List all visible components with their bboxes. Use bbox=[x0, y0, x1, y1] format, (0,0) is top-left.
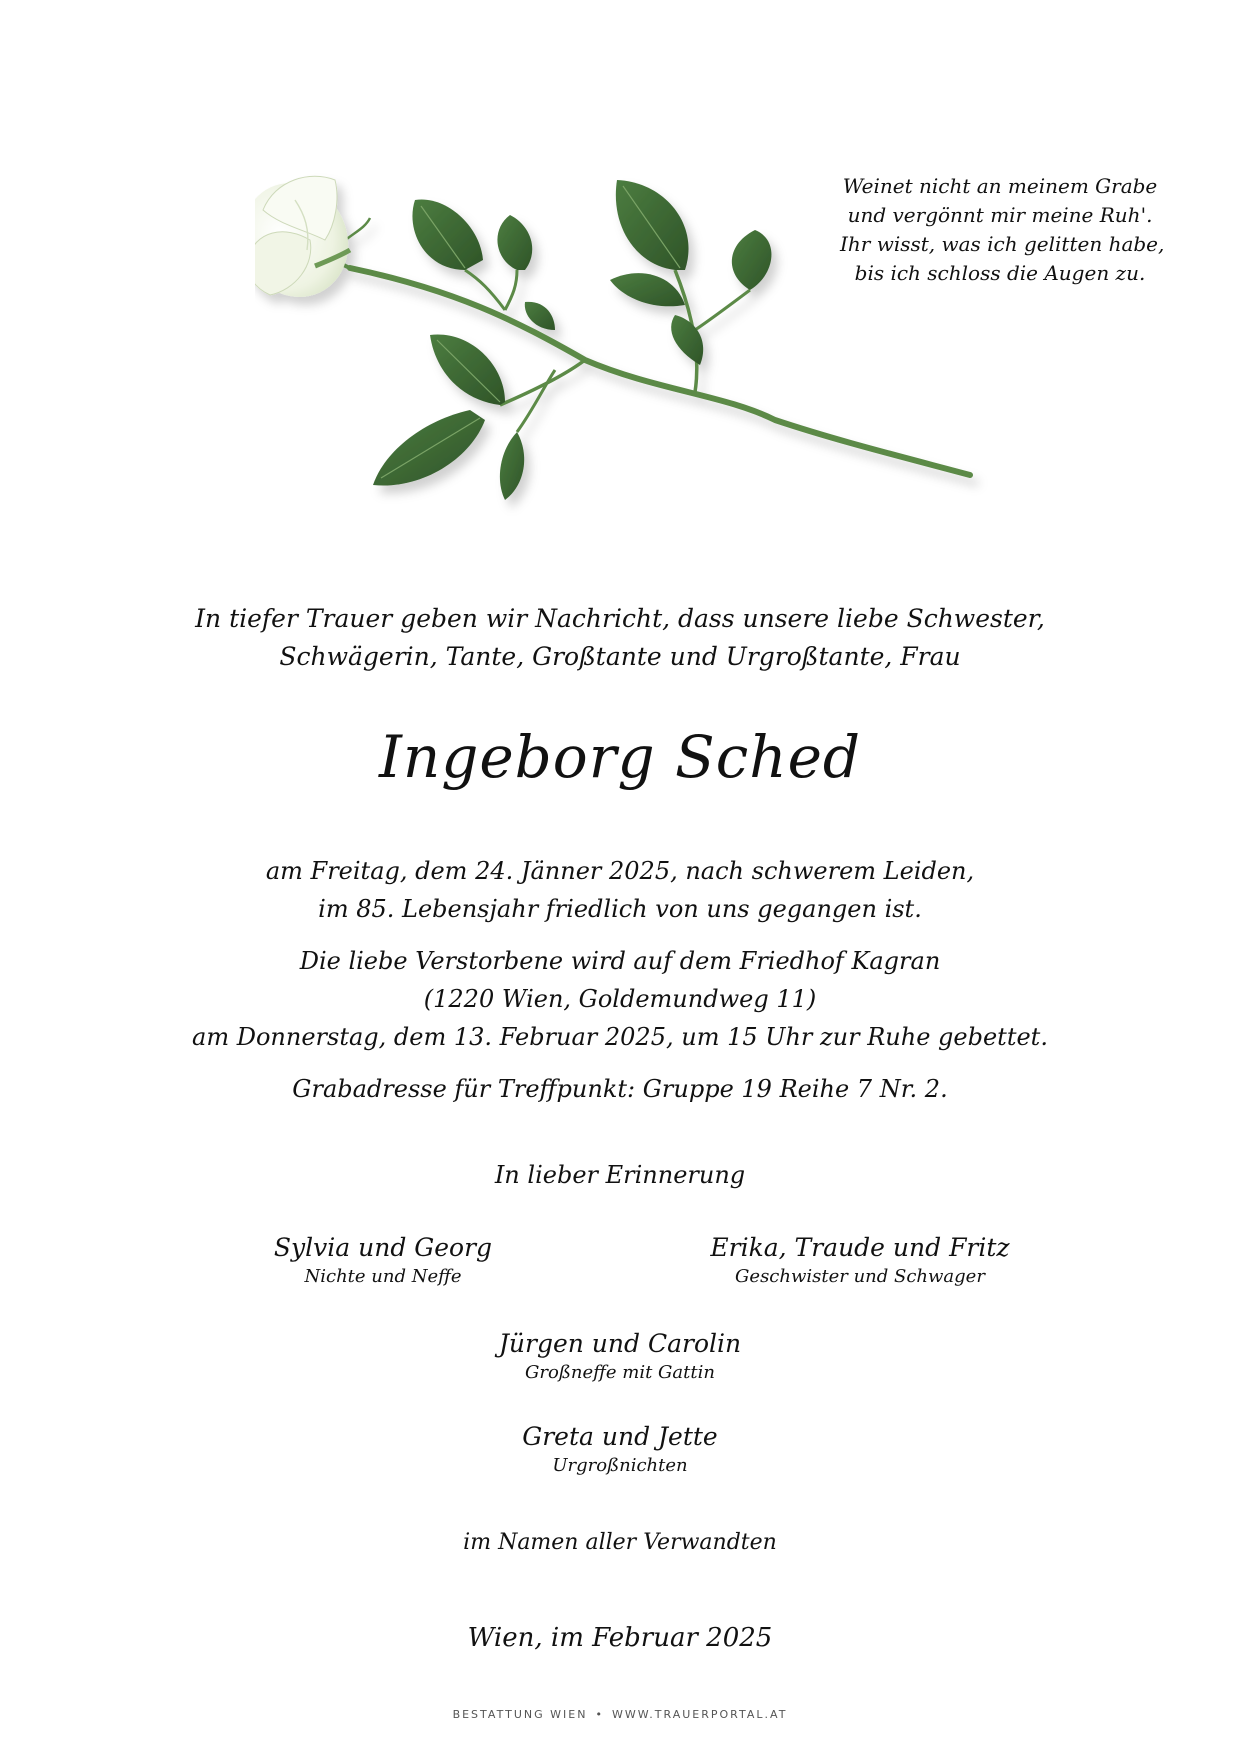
burial-text bbox=[0, 942, 1240, 1056]
mourner-relation: Urgroßnichten bbox=[552, 1455, 688, 1476]
mourner bbox=[650, 1232, 1070, 1290]
mourner-relation: Großneffe mit Gattin bbox=[525, 1362, 715, 1383]
burial-line: (1220 Wien, Goldemundweg 11) bbox=[423, 985, 817, 1013]
behalf-text: im Namen aller Verwandten bbox=[463, 1530, 777, 1555]
memory-heading: In lieber Erinnerung bbox=[494, 1161, 746, 1189]
footer-company: BESTATTUNG WIEN bbox=[452, 1708, 588, 1721]
poem-line: Weinet nicht an meinem Grabe bbox=[842, 174, 1158, 198]
burial-line: am Donnerstag, dem 13. Februar 2025, um 15 Uhr zur Ruhe gebettet. bbox=[192, 1023, 1048, 1051]
poem-line: bis ich schloss die Augen zu. bbox=[854, 261, 1146, 285]
deceased-name: Ingeborg Sched bbox=[378, 723, 862, 791]
mourner bbox=[173, 1232, 593, 1290]
mourner-relation: Geschwister und Schwager bbox=[735, 1266, 985, 1287]
burial-line: Die liebe Verstorbene wird auf dem Friedhof Kagran bbox=[299, 947, 941, 975]
passing-line: am Freitag, dem 24. Jänner 2025, nach schwerem Leiden, bbox=[265, 857, 975, 885]
footer-separator: • bbox=[595, 1708, 604, 1721]
mourner-name: Erika, Traude und Fritz bbox=[710, 1233, 1010, 1262]
footer-website-link[interactable]: WWW.TRAUERPORTAL.AT bbox=[611, 1708, 788, 1721]
intro-line: In tiefer Trauer geben wir Nachricht, dass unsere liebe Schwester, bbox=[195, 604, 1045, 633]
place-date: Wien, im Februar 2025 bbox=[467, 1623, 773, 1653]
poem-line: Ihr wisst, was ich gelitten habe, bbox=[840, 232, 1165, 256]
passing-text bbox=[0, 852, 1240, 928]
mourner-name: Sylvia und Georg bbox=[273, 1233, 493, 1262]
passing-line: im 85. Lebensjahr friedlich von uns gegangen ist. bbox=[318, 895, 922, 923]
poem-line: und vergönnt mir meine Ruh'. bbox=[847, 203, 1153, 227]
intro-text bbox=[0, 600, 1240, 676]
intro-line: Schwägerin, Tante, Großtante und Urgroßtante, Frau bbox=[279, 642, 961, 671]
grave-address: Grabadresse für Treffpunkt: Gruppe 19 Reihe 7 Nr. 2. bbox=[292, 1075, 948, 1103]
poem bbox=[840, 172, 1165, 288]
mourner bbox=[410, 1328, 830, 1386]
mourner-name: Greta und Jette bbox=[522, 1422, 718, 1451]
mourner-name: Jürgen und Carolin bbox=[498, 1329, 742, 1358]
footer bbox=[0, 1708, 1240, 1721]
mourner-relation: Nichte und Neffe bbox=[304, 1266, 462, 1287]
mourner bbox=[410, 1421, 830, 1479]
